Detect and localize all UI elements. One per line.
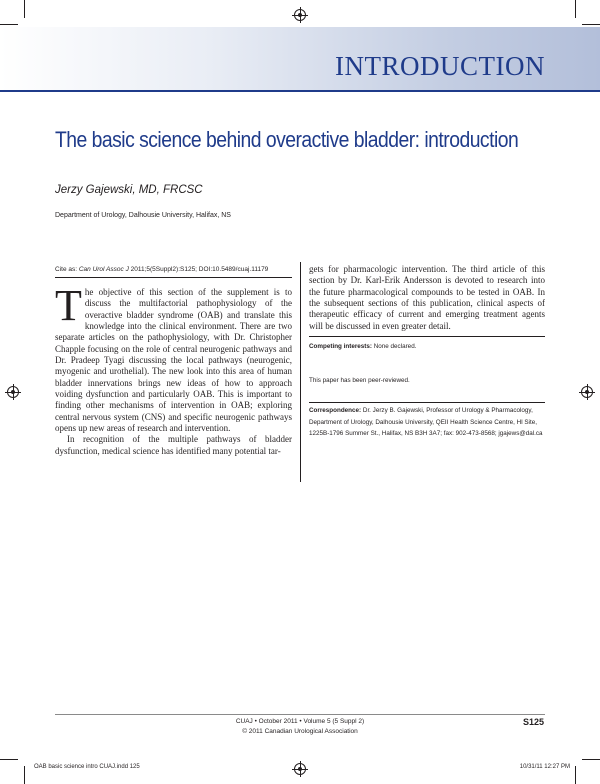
crop-mark (582, 24, 600, 25)
crop-mark (24, 0, 25, 18)
article-title: The basic science behind overactive bladder: introduction (55, 127, 519, 152)
notes-rule (309, 336, 545, 337)
column-divider (300, 262, 301, 482)
slug-filename: OAB basic science intro CUAJ.indd 125 (34, 764, 140, 770)
competing-interests-text: None declared. (371, 343, 417, 350)
competing-interests-label: Competing interests: (309, 343, 372, 350)
section-label: INTRODUCTION (335, 51, 545, 81)
page-number: S125 (522, 717, 544, 727)
footer-rule (55, 714, 545, 715)
competing-interests (309, 341, 545, 353)
registration-mark-icon (7, 386, 19, 398)
footer-journal-line: CUAJ • October 2011 • Volume 5 (5 Suppl 2) (235, 718, 365, 725)
crop-mark (0, 24, 18, 25)
registration-mark-icon (294, 763, 306, 775)
correspondence-rule (309, 402, 545, 403)
peer-review-note: This paper has been peer-reviewed. (309, 377, 410, 384)
slug-timestamp: 10/31/11 12:27 PM (519, 764, 570, 770)
body-column-right (309, 264, 545, 332)
drop-cap: T (55, 281, 82, 330)
crop-mark (575, 0, 576, 18)
registration-mark-icon (581, 386, 593, 398)
citation-prefix: Cite as: (55, 266, 79, 273)
paragraph-text: he objective of this section of the supplement is to discuss the multifactorial pathophysiology of the overactive bladder syndrome (OAB) and translate this knowledge into the clinical environment. There are two separate articles on the pathophysiology, with Dr. Christopher Chapple focusing on the role of central neurogenic pathways and Dr. Pradeep Tyagi discussing the local pathways (neurogenic, myogenic and urothelial). The new look into this area of human bladder innervations brings new ideas of how to approach voiding dysfunction and particularly OAB. This is important to finding other mechanisms of intervention in OAB; exploring central nervous system (CNS) and specific neurogenic pathways opens up new areas of research and intervention. (55, 287, 292, 434)
body-paragraph: gets for pharmacologic intervention. The third article of this section by Dr. Karl-Erik Andersson is devoted to research into the future pharmacological compounds to be tested in OAB. In the subsequent sections of this publication, clinical aspects of therapeutic efficacy of current and emerging treatment agents will be discussed in even greater detail. (309, 264, 545, 331)
body-column-left (55, 281, 292, 457)
correspondence (309, 405, 546, 440)
correspondence-text: Dr. Jerzy B. Gajewski, Professor of Urology & Pharmacology, Department of Urology, Dalhousie University, QEII Health Science Centre, Hl Site, 1225B-1796 Summer St., Halifax, NS B3H 3A7; fax: 902-473-8568; jgajews@dal.ca (309, 407, 543, 437)
body-paragraph: In recognition of the multiple pathways of bladder dysfunction, medical science has identified many potential tar- (55, 434, 292, 456)
citation-rule (55, 277, 292, 278)
citation-journal: Can Urol Assoc J (78, 266, 129, 273)
body-paragraph (55, 281, 292, 434)
citation-details: 2011;5(5Suppl2):S125; DOI:10.5489/cuaj.11179 (128, 266, 269, 273)
crop-mark (582, 759, 600, 760)
crop-mark (24, 766, 25, 784)
registration-mark-icon (294, 9, 306, 21)
footer-journal-info (0, 717, 600, 737)
header-rule (0, 90, 600, 92)
crop-mark (575, 766, 576, 784)
author-name: Jerzy Gajewski, MD, FRCSC (55, 184, 203, 196)
author-affiliation: Department of Urology, Dalhousie University, Halifax, NS (55, 212, 231, 219)
crop-mark (0, 759, 18, 760)
footer-copyright: © 2011 Canadian Urological Association (242, 728, 358, 735)
correspondence-label: Correspondence: (309, 407, 362, 414)
citation (55, 266, 268, 273)
